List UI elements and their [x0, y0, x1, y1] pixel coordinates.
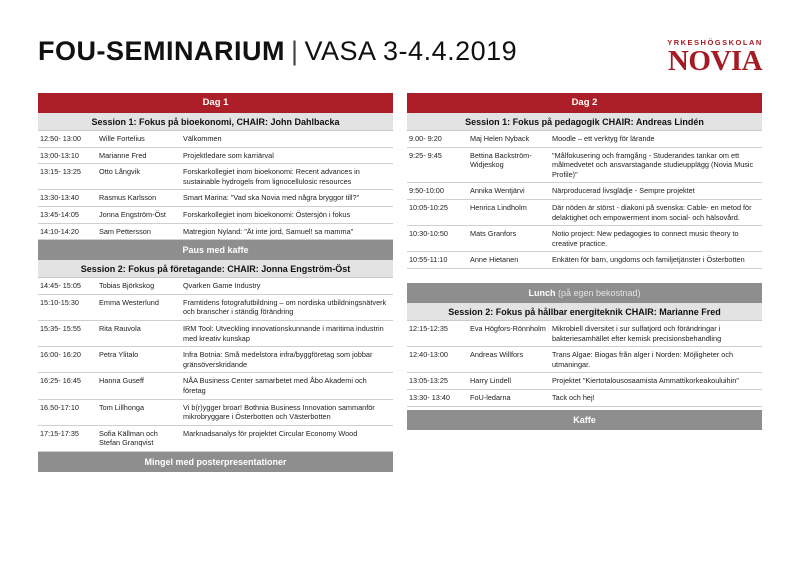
row-time: 12:50- 13:00	[40, 134, 81, 143]
row-topic: Matregion Nyland: "Ät inte jord, Samuel! sa mamma"	[183, 226, 354, 236]
title-separator: |	[290, 36, 299, 66]
row-topic: Marknadsanalys för projektet Circular Economy Wood	[183, 428, 358, 438]
row-topic: Mikrobiell diversitet i sur sulfatjord och förändringar i bakteriesamhället efter kemisk precisionsbehandling	[552, 323, 722, 343]
row-topic: Enkäten för barn, ungdoms och familjetjänster i Österbotten	[552, 255, 745, 265]
schedule-row	[38, 321, 393, 347]
row-time: 16:25- 16:45	[40, 376, 81, 386]
row-speaker: Marianne Fred	[99, 150, 147, 160]
row-time: 13:30-13:40	[40, 193, 79, 203]
row-topic: Vi b(r)ygger broar! Bothnia Business Innovation sammanför mikrobryggare i Österbotten och Västerbotten	[183, 402, 375, 422]
row-speaker: Emma Westerlund	[99, 297, 159, 307]
day1-session2-title: Session 2: Fokus på företagande: CHAIR: Jonna Engström-Öst	[38, 260, 393, 278]
day2-session1-list	[407, 131, 762, 269]
row-time: 17:15-17:35	[40, 428, 79, 438]
schedule-row	[407, 226, 762, 252]
row-speaker: Mats Granfors	[470, 229, 517, 239]
schedule-row	[38, 131, 393, 148]
row-topic: Forskarkollegiet inom bioekonomi: Östersjön i fokus	[183, 209, 351, 219]
novia-logo	[660, 38, 770, 75]
row-topic: Notio project: New pedagogies to connect music theory to creative practice.	[552, 229, 739, 248]
row-speaker: Rita Rauvola	[99, 323, 141, 333]
row-time: 16:00- 16:20	[40, 350, 81, 360]
row-speaker: Eva Högfors-Rönnholm	[470, 323, 546, 333]
row-topic: Forskarkollegiet inom bioekonomi: Recent advances in sustainable hydrogels from lignocellulosic resources	[183, 167, 360, 186]
row-time: 15:10-15:30	[40, 297, 79, 307]
schedule-row	[38, 207, 393, 224]
row-time: 16.50-17:10	[40, 402, 79, 412]
row-speaker: Tobias Björkskog	[99, 281, 155, 291]
day1-session1-list	[38, 131, 393, 240]
schedule-row	[407, 148, 762, 184]
day2-session2-title: Session 2: Fokus på hållbar energiteknik CHAIR: Marianne Fred	[407, 303, 762, 321]
row-time: 10:30-10:50	[409, 229, 448, 239]
row-time: 9.00- 9:20	[409, 134, 442, 143]
row-topic: NÅA Business Center samarbetet med Åbo Akademi och företag	[183, 376, 367, 395]
day1-session2-list	[38, 278, 393, 452]
row-speaker: Bettina Backström-Widjeskog	[470, 150, 532, 170]
schedule-row	[407, 347, 762, 373]
schedule-row	[407, 390, 762, 407]
row-topic: Välkommen	[183, 134, 222, 143]
row-time: 14:45- 15:05	[40, 281, 81, 291]
row-topic: IRM Tool: Utveckling innovationskunnande i maritima industrin med kreativ kunskap	[183, 323, 384, 343]
schedule-row	[38, 148, 393, 165]
row-topic: Närproducerad livsglädje - Sempre projektet	[552, 186, 695, 196]
row-topic: Infra Botnia: Små medelstora infra/byggföretag som jobbar gränsöverskridande	[183, 350, 373, 369]
row-time: 13:05-13:25	[409, 376, 448, 386]
row-speaker: Rasmus Karlsson	[99, 193, 157, 203]
row-topic: "Målfokusering och framgång - Studerandes tankar om ett målmedvetet och ansvarstagande studieupplägg (Novia Music Profile)"	[552, 150, 754, 179]
row-speaker: Petra Ylitalo	[99, 350, 139, 360]
row-topic: Moodle – ett verktyg för lärande	[552, 134, 655, 143]
row-topic: Tack och hej!	[552, 392, 595, 402]
row-speaker: Maj Helen Nyback	[470, 134, 530, 143]
row-time: 9:50-10:00	[409, 186, 444, 196]
schedule-row	[38, 164, 393, 190]
row-speaker: Wille Fortelius	[99, 134, 145, 143]
day2-heading: Dag 2	[407, 93, 762, 113]
day2-break-coffee: Kaffe	[407, 410, 762, 430]
row-time: 9:25- 9:45	[409, 150, 442, 160]
day2-session2-list	[407, 321, 762, 407]
row-time: 13:30- 13:40	[409, 392, 450, 402]
row-speaker: Henrica Lindholm	[470, 202, 527, 212]
row-time: 13:45-14:05	[40, 209, 79, 219]
row-speaker: Jonna Engström-Öst	[99, 209, 166, 219]
page-title	[38, 36, 517, 67]
schedule-row	[407, 200, 762, 226]
row-speaker: Harry Lindell	[470, 376, 511, 386]
schedule-row	[38, 224, 393, 241]
schedule-row	[407, 252, 762, 269]
schedule-row	[38, 347, 393, 373]
row-time: 12:40-13:00	[409, 350, 448, 360]
row-speaker: Otto Långvik	[99, 167, 140, 177]
title-bold: FOU-SEMINARIUM	[38, 36, 285, 66]
schedule-row	[38, 373, 393, 399]
schedule-row	[407, 183, 762, 200]
row-speaker: Hanna Guseff	[99, 376, 144, 386]
schedule-row	[407, 131, 762, 148]
row-speaker: Annika Wentjärvi	[470, 186, 525, 196]
logo-subtitle: YRKESHÖGSKOLAN	[667, 38, 763, 47]
lunch-label: Lunch	[528, 287, 556, 298]
row-topic: Qvarken Game Industry	[183, 281, 261, 291]
day1-heading: Dag 1	[38, 93, 393, 113]
schedule-row	[38, 295, 393, 321]
row-speaker: Sofia Källman och Stefan Granqvist	[99, 428, 158, 448]
schedule-row	[38, 400, 393, 426]
row-time: 14:10-14:20	[40, 226, 79, 236]
logo-wordmark: NOVIA	[667, 45, 763, 77]
schedule-row	[407, 321, 762, 347]
title-location-date: VASA 3-4.4.2019	[304, 36, 518, 66]
schedule-row	[38, 190, 393, 207]
day1-break-mingle: Mingel med posterpresentationer	[38, 452, 393, 472]
row-time: 12:15-12:35	[409, 323, 448, 333]
day1-break-coffee: Paus med kaffe	[38, 240, 393, 260]
day2-break-lunch	[407, 283, 762, 303]
day1-session1-title: Session 1: Fokus på bioekonomi, CHAIR: John Dahlbacka	[38, 113, 393, 131]
spacer	[407, 269, 762, 283]
row-time: 10:05-10:25	[409, 202, 448, 212]
schedule-row	[407, 373, 762, 390]
schedule-row	[38, 278, 393, 295]
day2-session1-title: Session 1: Fokus på pedagogik CHAIR: Andreas Lindén	[407, 113, 762, 131]
row-time: 13:00-13:10	[40, 150, 79, 160]
row-topic: Projektledare som karriärval	[183, 150, 274, 160]
row-speaker: Tom Lillhonga	[99, 402, 145, 412]
schedule-row	[38, 426, 393, 452]
row-speaker: FoU-ledarna	[470, 392, 511, 402]
row-time: 13:15- 13:25	[40, 167, 81, 177]
row-speaker: Sam Pettersson	[99, 226, 151, 236]
day1-column	[38, 93, 393, 472]
lunch-note: (på egen bekostnad)	[557, 287, 641, 298]
day2-column	[407, 93, 762, 430]
row-topic: Smart Marina: "Vad ska Novia med några bryggor till?"	[183, 193, 360, 203]
row-topic: Trans Algae: Biogas från alger i Norden: Möjligheter och utmaningar.	[552, 350, 734, 369]
row-speaker: Anne Hietanen	[470, 255, 519, 265]
row-speaker: Andreas Willfors	[470, 350, 524, 360]
row-time: 10:55-11:10	[409, 255, 448, 265]
row-topic: Där nöden är störst - diakoni på svenska: Cable- en metod för delaktighet och empowerment inom social- och hälsovård.	[552, 202, 752, 222]
row-topic: Framtidens fotografutbildning – om nordiska utbildningsnätverk och branscher i ständig förändring	[183, 297, 387, 317]
row-topic: Projektet "Kiertotalousosaamista Ammattikorkeakouluihin"	[552, 376, 739, 386]
row-time: 15:35- 15:55	[40, 323, 81, 333]
